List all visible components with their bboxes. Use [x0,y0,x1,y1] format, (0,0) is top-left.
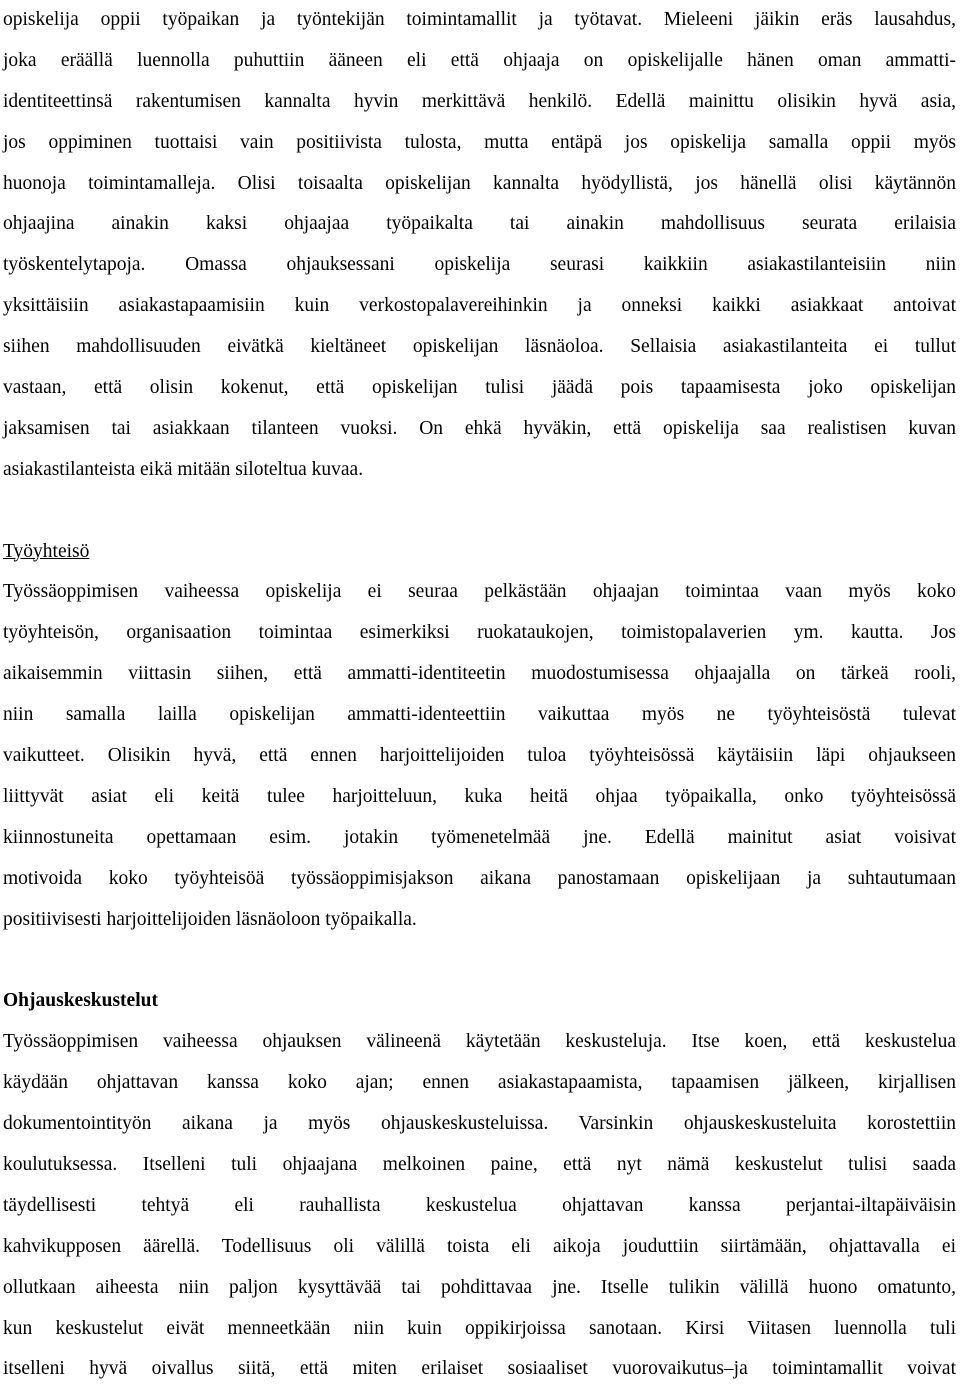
paragraph-line: liittyvät asiat eli keitä tulee harjoitteluun, kuka heitä ohjaa työpaikalla, onko työyhteisössä [3,785,956,807]
paragraph-line: koulutuksessa. Itselleni tuli ohjaajana melkoinen paine, että nyt nämä keskustelut tulisi saada [3,1153,956,1175]
paragraph-gap [3,940,956,981]
section-tyoyhteiso [3,532,956,941]
paragraph-gap [3,491,956,532]
paragraph-line: kun keskustelut eivät menneetkään niin kuin oppikirjoissa sanotaan. Kirsi Viitasen luennolla tuli [3,1317,956,1339]
paragraph-line: asiakastilanteista eikä mitään siloteltua kuvaa. [3,458,364,480]
paragraph-line: Työssäoppimisen vaiheessa ohjauksen välineenä käytetään keskusteluja. Itse koen, että keskustelua [3,1031,956,1053]
document-page [3,0,956,1390]
paragraph-line: siihen mahdollisuuden eivätkä kieltäneet opiskelijan läsnäoloa. Sellaisia asiakastilanteita ei tullut [3,336,956,358]
paragraph-line: itselleni hyvä oivallus siitä, että miten erilaiset sosiaaliset vuorovaikutus–ja toimintamallit voivat [3,1358,956,1380]
section-heading: Työyhteisö [3,540,90,562]
paragraph-intro [3,0,956,491]
paragraph-line: vaikutteet. Olisikin hyvä, että ennen harjoittelijoiden tuloa työyhteisössä käytäisiin läpi ohjaukseen [3,745,956,767]
paragraph-line: opiskelija oppii työpaikan ja työntekijän toimintamallit ja työtavat. Mieleeni jäikin eräs lausahdus, [3,9,956,30]
paragraph-line: jos oppiminen tuottaisi vain positiivista tulosta, mutta entäpä jos opiskelija samalla oppii myös [3,131,956,153]
paragraph-line: positiivisesti harjoittelijoiden läsnäoloon työpaikalla. [3,908,417,930]
paragraph-line: ollutkaan aiheesta niin paljon kysyttävää tai pohdittavaa jne. Itselle tulikin välillä huono omatunto, [3,1276,956,1298]
paragraph-line: joka eräällä luennolla puhuttiin ääneen eli että ohjaaja on opiskelijalle hänen oman ammatti- [3,49,956,71]
paragraph-line: dokumentointityön aikana ja myös ohjauskeskusteluissa. Varsinkin ohjauskeskusteluita korostettiin [3,1113,956,1135]
paragraph-line: aikaisemmin viittasin siihen, että ammatti-identiteetin muodostumisessa ohjaajalla on tärkeä rooli, [3,663,956,685]
paragraph-line: kahvikupposen äärellä. Todellisuus oli välillä toista eli aikoja jouduttiin siirtämään, ohjattavalla ei [3,1235,956,1257]
paragraph-line: kiinnostuneita opettamaan esim. jotakin työmenetelmää jne. Edellä mainitut asiat voisivat [3,826,956,848]
paragraph-line: jaksamisen tai asiakkaan tilanteen vuoksi. On ehkä hyväkin, että opiskelija saa realistisen kuvan [3,417,956,439]
paragraph-line: yksittäisiin asiakastapaamisiin kuin verkostopalavereihinkin ja onneksi kaikki asiakkaat antoivat [3,295,956,317]
paragraph-line: Työssäoppimisen vaiheessa opiskelija ei seuraa pelkästään ohjaajan toimintaa vaan myös koko [3,581,956,603]
paragraph-line: motivoida koko työyhteisöä työssäoppimisjakson aikana panostamaan opiskelijaan ja suhtautumaan [3,867,956,889]
paragraph-line: työyhteisön, organisaation toimintaa esimerkiksi ruokataukojen, toimistopalaverien ym. kautta. Jos [3,622,956,644]
section-heading: Ohjauskeskustelut [3,990,158,1012]
paragraph-line: vastaan, että olisin kokenut, että opiskelijan tulisi jäädä pois tapaamisesta joko opiskelijan [3,377,956,399]
section-ohjauskeskustelut [3,981,956,1390]
paragraph-line: täydellisesti tehtyä eli rauhallista keskustelua ohjattavan kanssa perjantai-iltapäiväisin [3,1194,956,1216]
paragraph-line: ohjaajina ainakin kaksi ohjaajaa työpaikalta tai ainakin mahdollisuus seurata erilaisia [3,213,956,235]
paragraph-line: käydään ohjattavan kanssa koko ajan; ennen asiakastapaamista, tapaamisen jälkeen, kirjallisen [3,1072,956,1094]
paragraph-line: identiteettinsä rakentumisen kannalta hyvin merkittävä henkilö. Edellä mainittu olisikin hyvä asia, [3,90,956,112]
paragraph-line: niin samalla lailla opiskelijan ammatti-identeettiin vaikuttaa myös ne työyhteisöstä tulevat [3,704,956,726]
paragraph-line: työskentelytapoja. Omassa ohjauksessani opiskelija seurasi kaikkiin asiakastilanteisiin niin [3,254,956,276]
paragraph-line: huonoja toimintamalleja. Olisi toisaalta opiskelijan kannalta hyödyllistä, jos hänellä olisi käytännön [3,172,956,194]
